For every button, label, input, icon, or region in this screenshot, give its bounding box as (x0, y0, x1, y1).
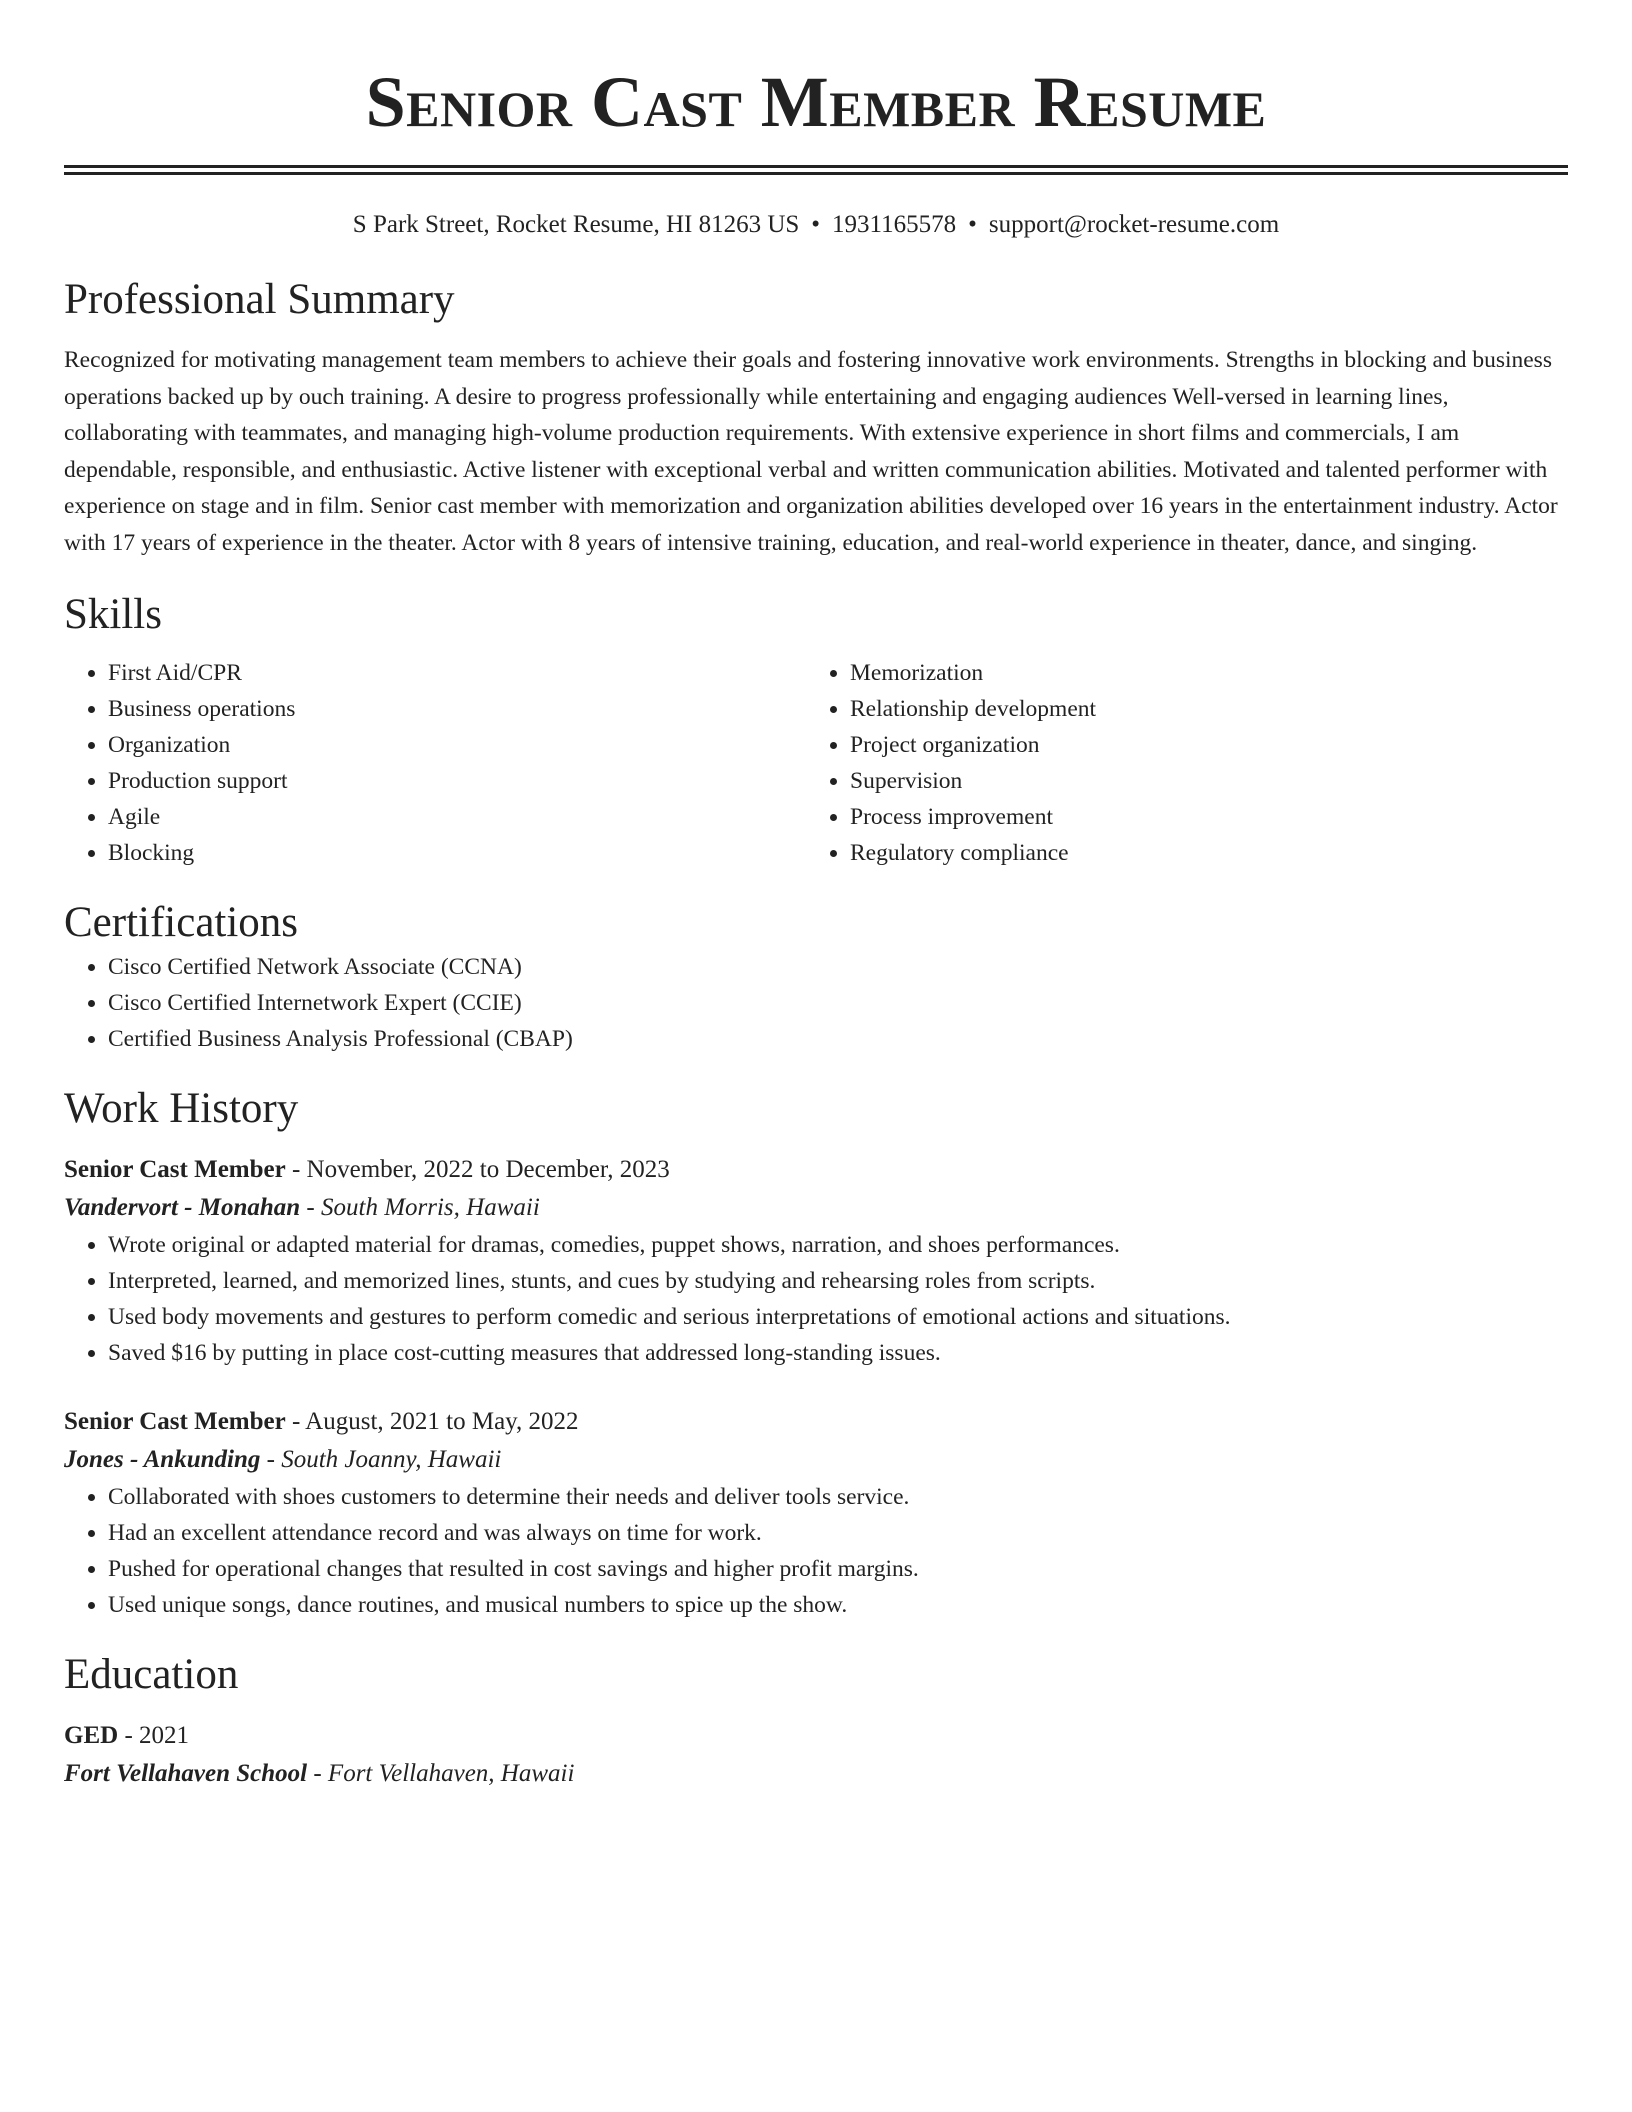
job-location: - South Morris, Hawaii (300, 1194, 540, 1221)
skill-item: • Process improvement (850, 799, 1548, 835)
contact-separator: • (811, 211, 821, 238)
skill-item: • Business operations (108, 691, 806, 727)
certifications-list (64, 949, 1568, 1057)
education-school-line (64, 1755, 1568, 1793)
contact-separator: • (968, 211, 977, 238)
job-duty: • Saved $16 by putting in place cost-cutting measures that addressed long-standing issues. (108, 1335, 1568, 1371)
skills-columns (64, 655, 1568, 871)
education-degree: GED (64, 1722, 119, 1749)
job-location: - South Joanny, Hawaii (260, 1446, 502, 1473)
skill-item: • Supervision (850, 763, 1548, 799)
job-company: Jones - Ankunding (64, 1446, 261, 1473)
job-duty: • Used body movements and gestures to perform comedic and serious interpretations of emotional actions and situations. (108, 1299, 1568, 1335)
job-duty: • Interpreted, learned, and memorized lines, stunts, and cues by studying and rehearsing roles from scripts. (108, 1263, 1568, 1299)
job-duty: • Collaborated with shoes customers to determine their needs and deliver tools service. (108, 1479, 1568, 1515)
skills-list-left (64, 655, 806, 871)
job-duties-list (64, 1479, 1568, 1623)
contact-address: S Park Street, Rocket Resume, HI 81263 US (352, 211, 800, 238)
education-degree-line (64, 1717, 1568, 1755)
job-title: Senior Cast Member (64, 1408, 286, 1435)
title-double-rule (64, 165, 1568, 175)
education-location: - Fort Vellahaven, Hawaii (307, 1760, 575, 1787)
skill-item: • Relationship development (850, 691, 1548, 727)
skill-item: • Project organization (850, 727, 1548, 763)
contact-email: support@rocket-resume.com (988, 211, 1280, 238)
job-duty: • Had an excellent attendance record and was always on time for work. (108, 1515, 1568, 1551)
skills-column-left (64, 655, 806, 871)
skill-item: • Organization (108, 727, 806, 763)
skills-column-right (806, 655, 1548, 871)
job-title: Senior Cast Member (64, 1156, 286, 1183)
education-school: Fort Vellahaven School (64, 1760, 308, 1787)
contact-line (64, 209, 1568, 241)
education-heading: Education (64, 1651, 239, 1698)
skill-item: • Production support (108, 763, 806, 799)
skill-item: • Blocking (108, 835, 806, 871)
job-entry (64, 1403, 1568, 1623)
education-year: - 2021 (118, 1722, 190, 1749)
job-company-line (64, 1189, 1568, 1227)
summary-heading: Professional Summary (64, 276, 455, 323)
skill-item: • Memorization (850, 655, 1548, 691)
certification-item: • Cisco Certified Network Associate (CCNA) (108, 949, 1568, 985)
job-title-line (64, 1403, 1568, 1441)
job-company: Vandervort - Monahan (64, 1194, 301, 1221)
contact-phone: 1931165578 (832, 211, 957, 238)
skills-heading: Skills (64, 591, 162, 638)
certifications-heading: Certifications (64, 899, 299, 946)
job-duties-list (64, 1227, 1568, 1371)
skill-item: • First Aid/CPR (108, 655, 806, 691)
job-duty: • Wrote original or adapted material for dramas, comedies, puppet shows, narration, and shoes performances. (108, 1227, 1568, 1263)
job-duty: • Pushed for operational changes that resulted in cost savings and higher profit margins. (108, 1551, 1568, 1587)
skill-item: • Agile (108, 799, 806, 835)
skill-item: • Regulatory compliance (850, 835, 1548, 871)
work-history-heading: Work History (64, 1085, 299, 1132)
job-dates: - August, 2021 to May, 2022 (285, 1408, 579, 1435)
job-company-line (64, 1441, 1568, 1479)
job-entry (64, 1151, 1568, 1371)
resume-title: Senior Cast Member Resume (365, 62, 1267, 142)
job-title-line (64, 1151, 1568, 1189)
certification-item: • Cisco Certified Internetwork Expert (CCIE) (108, 985, 1568, 1021)
job-dates: - November, 2022 to December, 2023 (285, 1156, 670, 1183)
job-duty: • Used unique songs, dance routines, and musical numbers to spice up the show. (108, 1587, 1568, 1623)
certification-item: • Certified Business Analysis Professional (CBAP) (108, 1021, 1568, 1057)
summary-text: Recognized for motivating management team members to achieve their goals and fostering innovative work environments. Strengths in blocking and business operations backed up by ouch training. A desire to progress professionally while entertaining and engaging audiences Well-versed in learning lines, collaborating with teammates, and managing high-volume production requirements. With extensive experience in short films and commercials, I am dependable, responsible, and enthusiastic. Active listener with exceptional verbal and written communication abilities. Motivated and talented performer with experience on stage and in film. Senior cast member with memorization and organization abilities developed over 16 years in the entertainment industry. Actor with 17 years of experience in the theater. Actor with 8 years of intensive training, education, and real-world experience in theater, dance, and singing. (64, 347, 1558, 556)
skills-list-right (806, 655, 1548, 871)
